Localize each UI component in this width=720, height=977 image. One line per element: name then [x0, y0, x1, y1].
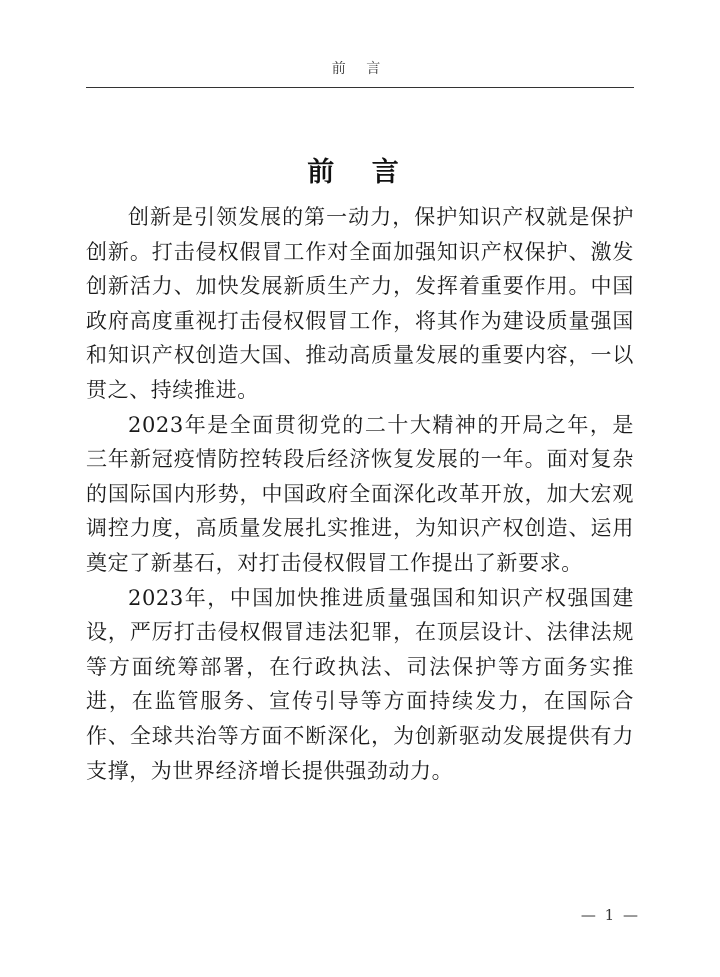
paragraph-3: 2023年，中国加快推进质量强国和知识产权强国建设，严厉打击侵权假冒违法犯罪，在顶层设计、法律法规等方面统筹部署，在行政执法、司法保护等方面务实推进，在监管服务、宣传引导等方面持续发力，在国际合作、全球共治等方面不断深化，为创新驱动发展提供有力支撑，为世界经济增长提供强劲动力。 [86, 585, 634, 783]
page-title: 前 言 [307, 157, 413, 189]
paragraph-1: 创新是引领发展的第一动力，保护知识产权就是保护创新。打击侵权假冒工作对全面加强知识产权保护、激发创新活力、加快发展新质生产力，发挥着重要作用。中国政府高度重视打击侵权假冒工作，将其作为建设质量强国和知识产权创造大国、推动高质量发展的重要内容，一以贯之、持续推进。 [86, 205, 634, 402]
body-text [86, 200, 634, 788]
page-number: — 1 — [580, 906, 640, 924]
header-rule [86, 87, 634, 88]
paragraph-2: 2023年是全面贯彻党的二十大精神的开局之年，是三年新冠疫情防控转段后经济恢复发展的一年。面对复杂的国际国内形势，中国政府全面深化改革开放，加大宏观调控力度，高质量发展扎实推进，为知识产权创造、运用奠定了新基石，对打击侵权假冒工作提出了新要求。 [86, 412, 634, 575]
running-header: 前 言 [331, 61, 389, 77]
